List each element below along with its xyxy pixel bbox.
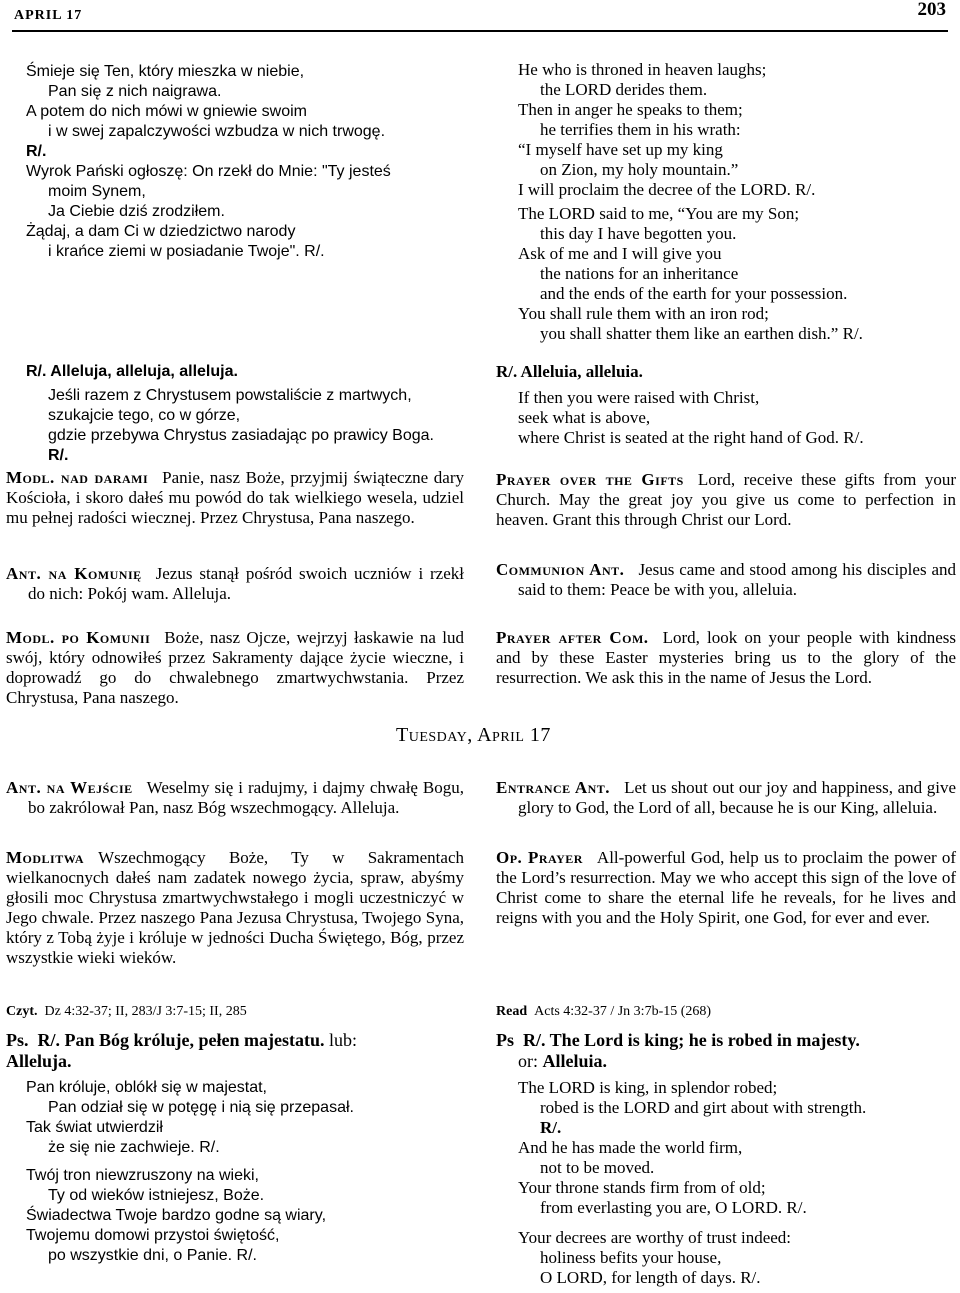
polish-after-communion-prayer <box>6 628 464 708</box>
psalm-line: Pan odział się w potęgę i nią się przepasał. <box>48 1099 354 1116</box>
psalm-line: from everlasting you are, O LORD. R/. <box>540 1198 807 1217</box>
psalm-line: i w swej zapalczywości wzbudza w nich trwogę. <box>48 123 386 140</box>
english-responsorial-psalm <box>496 1030 958 1072</box>
psalm-line: Świadectwa Twoje bardzo godne są wiary, <box>26 1207 327 1224</box>
rubric-label: Entrance Ant. <box>496 778 611 797</box>
antiphon-text: Jesus came and stood among his disciples and said to them: Peace be with you, alleluia. <box>518 560 957 599</box>
psalm-or: or: <box>518 1051 538 1071</box>
psalm-line: Wyrok Pański ogłoszę: On rzekł do Mnie: "Ty jesteś <box>26 163 391 180</box>
gospel-acclamation-line: where Christ is seated at the right hand of God. R/. <box>518 428 864 447</box>
running-header-date: APRIL 17 <box>14 8 83 23</box>
psalm-alt-response: Alleluja. <box>6 1051 72 1071</box>
psalm-line: on Zion, my holy mountain.” <box>540 160 739 179</box>
reading-citation: Dz 4:32-37; II, 283/J 3:7-15; II, 285 <box>44 1004 247 1019</box>
psalm-response: R/. <box>540 1118 562 1137</box>
rubric-label: Prayer after Com. <box>496 628 649 647</box>
gospel-acclamation-line: szukajcie tego, co w górze, <box>48 407 241 424</box>
rubric-label: Op. Prayer <box>496 848 583 867</box>
rubric-label: Czyt. <box>6 1004 38 1019</box>
psalm-line: Żądaj, a dam Ci w dziedzictwo narody <box>26 223 296 240</box>
english-alleluia-block <box>496 362 948 448</box>
psalm-line: and the ends of the earth for your possession. <box>540 284 848 303</box>
english-communion-antiphon <box>496 560 956 600</box>
psalm-or: lub: <box>329 1030 358 1050</box>
rubric-label: Modlitwa <box>6 848 85 867</box>
psalm-line: this day I have begotten you. <box>540 224 737 243</box>
psalm-line: Ty od wieków istniejesz, Boże. <box>48 1187 265 1204</box>
polish-responsorial-psalm <box>6 1030 466 1072</box>
psalm-line: the nations for an inheritance <box>540 264 739 283</box>
psalm-line: he terrifies them in his wrath: <box>540 120 741 139</box>
psalm-line: You shall rule them with an iron rod; <box>518 304 769 323</box>
rubric-label: Prayer over the Gifts <box>496 470 684 489</box>
english-psalm-verses <box>518 1078 958 1288</box>
psalm-line: I will proclaim the decree of the LORD. R/. <box>518 180 816 199</box>
antiphon-text: Let us shout out our joy and happiness, and give glory to God, the Lord of all, because he is our King, alleluia. <box>518 778 957 817</box>
psalm-line: And he has made the world firm, <box>518 1138 743 1157</box>
polish-communion-antiphon <box>6 564 464 604</box>
prayer-text: Wszechmogący Boże, Ty w Sakramentach wielkanocnych dałeś nam zadatek nowego życia, spraw, abyśmy głosili moc Chrystusa zmartwychwstałego i mogli uczestniczyć w Jego chwale. Przez naszego Pana Jezusa Chrystusa, Twojego Syna, który z Tobą żyje i króluje w jedności Ducha Świętego, Bóg, przez wszystkie wieki wieków. <box>6 848 464 967</box>
alleluia-verse: R/. Alleluja, alleluja, alleluja. <box>26 363 238 380</box>
gospel-acclamation-line: seek what is above, <box>518 408 651 427</box>
psalm-line: O LORD, for length of days. R/. <box>540 1268 761 1287</box>
psalm-line: Śmieje się Ten, który mieszka w niebie, <box>26 63 305 80</box>
polish-readings-reference <box>6 1002 464 1022</box>
english-offerings-prayer <box>496 470 956 530</box>
psalm-alt-response: Alleluia. <box>542 1051 608 1071</box>
psalm-line: po wszystkie dni, o Panie. R/. <box>48 1247 257 1264</box>
psalm-label: Ps. <box>6 1030 29 1050</box>
english-opening-prayer <box>496 848 956 928</box>
psalm-line: you shall shatter them like an earthen dish.” R/. <box>540 324 863 343</box>
english-top-column <box>518 60 948 344</box>
psalm-line: “I myself have set up my king <box>518 140 723 159</box>
rubric-label: Ant. na Wejście <box>6 778 133 797</box>
rubric-label: Ant. na Komunię <box>6 564 142 583</box>
psalm-line: i krańce ziemi w posiadanie Twoje". R/. <box>48 243 325 260</box>
english-entrance-antiphon <box>496 778 956 818</box>
psalm-label: Ps <box>496 1030 514 1050</box>
psalm-line: robed is the LORD and girt about with strength. <box>540 1098 867 1117</box>
prayer-text: Panie, nasz Boże, przyjmij świąteczne dary Kościoła, i skoro dałeś mu powód do tak wielkiego wesela, udziel mu pełnej radości wiecznej. Przez Chrystusa, Pana naszego. <box>6 468 464 527</box>
antiphon-text: Jezus stanął pośród swoich uczniów i rzekł do nich: Pokój wam. Alleluja. <box>28 564 464 603</box>
prayer-text: Lord, receive these gifts from your Church. May the great joy you give us come to perfection in heaven. Grant this through Christ our Lord. <box>496 470 956 529</box>
rubric-label: Read <box>496 1004 528 1019</box>
prayer-text: All-powerful God, help us to proclaim the power of the Lord’s resurrection. May we who accept this sign of the love of Christ come to share the eternal life he reveals, for he lives and reigns with you and the Holy Spirit, one God, for ever and ever. <box>496 848 956 927</box>
psalm-line: The LORD said to me, “You are my Son; <box>518 204 800 223</box>
psalm-response: R/. The Lord is king; he is robed in majesty. <box>523 1030 860 1050</box>
antiphon-text: Weselmy się i radujmy, i dajmy chwałę Bogu, bo zakrólował Pan, nasz Bóg wszechmogący. Alleluja. <box>28 778 464 817</box>
psalm-response: R/. <box>26 143 47 160</box>
gospel-acclamation-line: Jeśli razem z Chrystusem powstaliście z martwych, <box>48 387 412 404</box>
polish-entrance-antiphon <box>6 778 464 818</box>
psalm-line: Your throne stands firm from of old; <box>518 1178 766 1197</box>
gospel-acclamation-line: gdzie przebywa Chrystus zasiadając po prawicy Boga. <box>48 427 434 444</box>
psalm-line: holiness befits your house, <box>540 1248 722 1267</box>
polish-opening-prayer <box>6 848 464 968</box>
psalm-line: że się nie zachwieje. R/. <box>48 1139 220 1156</box>
gospel-response: R/. <box>48 447 69 464</box>
header-rule <box>12 30 948 32</box>
psalm-line: Then in anger he speaks to them; <box>518 100 743 119</box>
alleluia-verse: R/. Alleluia, alleluia. <box>496 362 643 381</box>
prayer-text: Boże, nasz Ojcze, wejrzyj łaskawie na lud swój, który odnowiłeś przez Sakramenty dające życie wieczne, i doprowadź go do chwalebnego zmartwychwstania. Przez Chrystusa, Pana naszego. <box>6 628 464 707</box>
psalm-line: Twojemu domowi przystoi świętość, <box>26 1227 280 1244</box>
polish-offerings-prayer <box>6 468 464 528</box>
rubric-label: Modl. po Komunii <box>6 628 151 647</box>
psalm-line: Your decrees are worthy of trust indeed: <box>518 1228 792 1247</box>
psalm-line: Tak świat utwierdził <box>26 1119 163 1136</box>
psalm-line: Ask of me and I will give you <box>518 244 722 263</box>
polish-top-column <box>26 62 466 262</box>
gospel-acclamation-line: If then you were raised with Christ, <box>518 388 760 407</box>
english-readings-reference <box>496 1002 956 1022</box>
psalm-line: Pan króluje, oblókł się w majestat, <box>26 1079 267 1096</box>
polish-alleluia-block <box>26 362 466 466</box>
rubric-label: Modl. nad darami <box>6 468 149 487</box>
prayer-text: Lord, look on your people with kindness and by these Easter mysteries bring us to the glory of the resurrection. We ask this in the name of Jesus the Lord. <box>496 628 957 687</box>
reading-citation: Acts 4:32-37 / Jn 3:7b-15 (268) <box>534 1004 712 1019</box>
psalm-line: Twój tron niewzruszony na wieki, <box>26 1167 259 1184</box>
polish-psalm-verses <box>26 1078 466 1266</box>
psalm-line: The LORD is king, in splendor robed; <box>518 1078 778 1097</box>
psalm-line: not to be moved. <box>540 1158 655 1177</box>
psalm-line: Pan się z nich naigrawa. <box>48 83 222 100</box>
psalm-line: the LORD derides them. <box>540 80 708 99</box>
page-number: 203 <box>917 0 946 20</box>
english-after-communion-prayer <box>496 628 956 688</box>
psalm-line: He who is throned in heaven laughs; <box>518 60 767 79</box>
psalm-response: R/. Pan Bóg króluje, pełen majestatu. <box>37 1030 325 1050</box>
psalm-line: A potem do nich mówi w gniewie swoim <box>26 103 308 120</box>
psalm-line: moim Synem, <box>48 183 146 200</box>
day-title: Tuesday, April 17 <box>396 724 551 746</box>
psalm-line: Ja Ciebie dziś zrodziłem. <box>48 203 225 220</box>
rubric-label: Communion Ant. <box>496 560 625 579</box>
